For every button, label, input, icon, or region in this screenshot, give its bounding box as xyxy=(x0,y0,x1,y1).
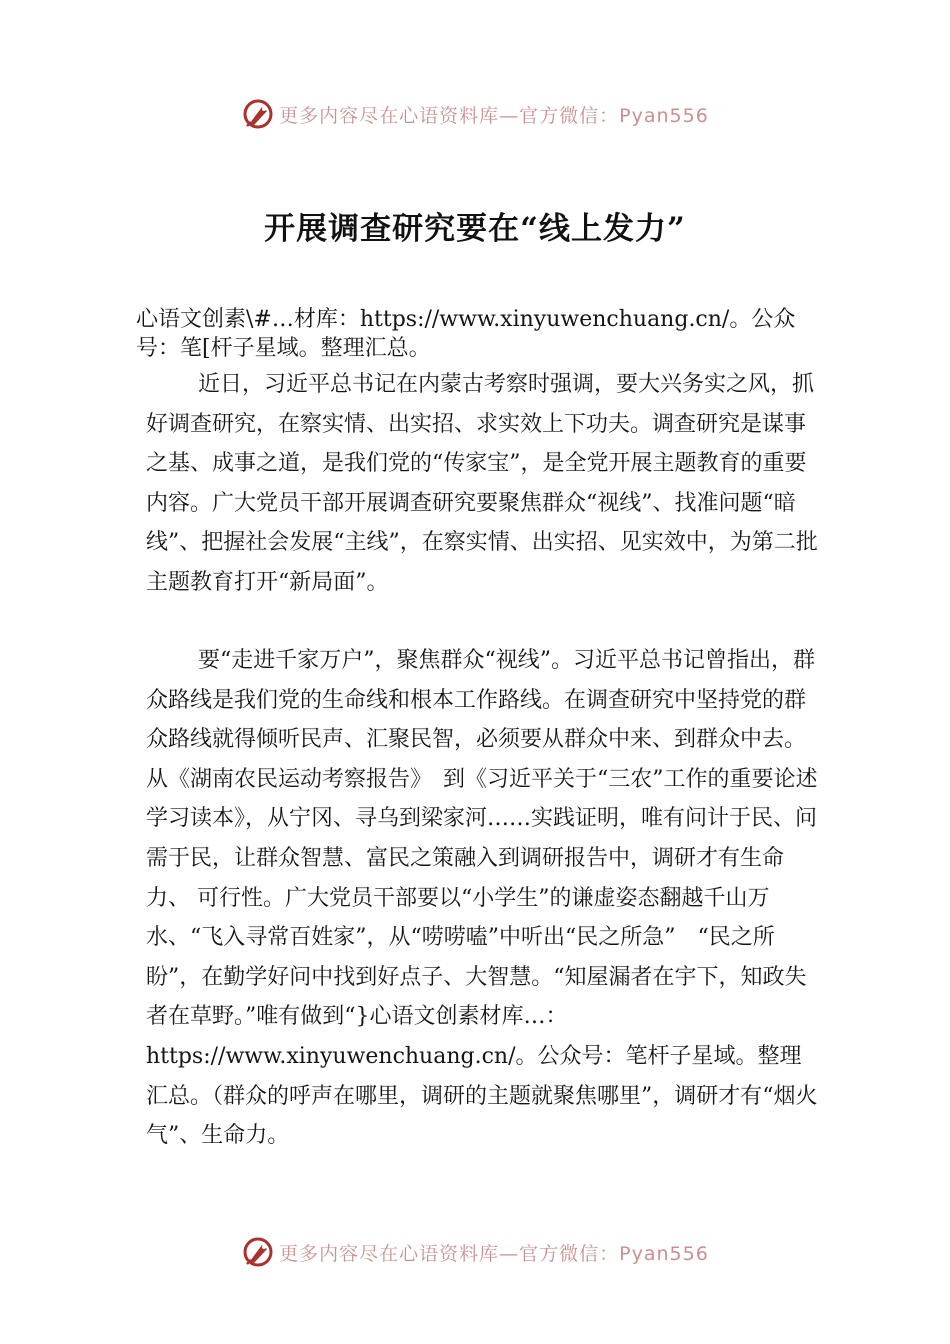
watermark-text: 更多内容尽在心语资料库—官方微信：Pyan556 xyxy=(279,104,709,127)
paragraph-1: 近日，习近平总书记在内蒙古考察时强调，要大兴务实之风，抓好调查研究，在察实情、出实招、求实效上下功夫。调查研究是谋事之基、成事之道，是我们党的“传家宝”，是全党开展主题教育的重要内容。广大党员干部开展调查研究要聚焦群众“视线”、找准问题“暗线”、把握社会发展“主线”，在察实情、出实招、见实效中，为第二批主题教育打开“新局面”。 xyxy=(146,372,818,595)
wechat-id: Pyan556 xyxy=(619,1242,709,1265)
watermark-banner-top xyxy=(0,94,950,134)
source-line: 心语文创素\#…材库：https://www.xinyuwenchuang.cn/。公众号：笔[杆子星域。整理汇总。 xyxy=(136,307,796,361)
watermark-banner-bottom xyxy=(0,1232,950,1272)
document-title: 开展调查研究要在“线上发力” xyxy=(264,211,686,247)
pen-nib-logo-icon xyxy=(241,1235,275,1269)
watermark-text: 更多内容尽在心语资料库—官方微信：Pyan556 xyxy=(279,1242,709,1265)
wechat-id: Pyan556 xyxy=(619,104,709,127)
paragraph-2: 要“走进千家万户”，聚焦群众“视线”。习近平总书记曾指出，群众路线是我们党的生命线和根本工作路线。在调查研究中坚持党的群众路线就得倾听民声、汇聚民智，必须要从群众中来、到群众中去。从《湖南农民运动考察报告》 到《习近平关于“三农”工作的重要论述学习读本》，从宁冈、寻乌到梁家河……实践证明，唯有问计于民、问需于民，让群众智慧、富民之策融入到调研报告中，调研才有生命力、 可行性。广大党员干部要以“小学生”的谦虚姿态翻越千山万水、“飞入寻常百姓家”，从“唠唠嗑”中听出“民之所急” “民之所盼”，在勤学好问中找到好点子、大智慧。“知屋漏者在宇下，知政失者在草野。”唯有做到“}心语文创素材库…：https://www.xinyuwenchuang.cn/。公众号：笔杆子星域。整理汇总。（群众的呼声在哪里，调研的主题就聚焦哪里”，调研才有“烟火气”、生命力。 xyxy=(146,648,818,1149)
pen-nib-logo-icon xyxy=(241,97,275,131)
